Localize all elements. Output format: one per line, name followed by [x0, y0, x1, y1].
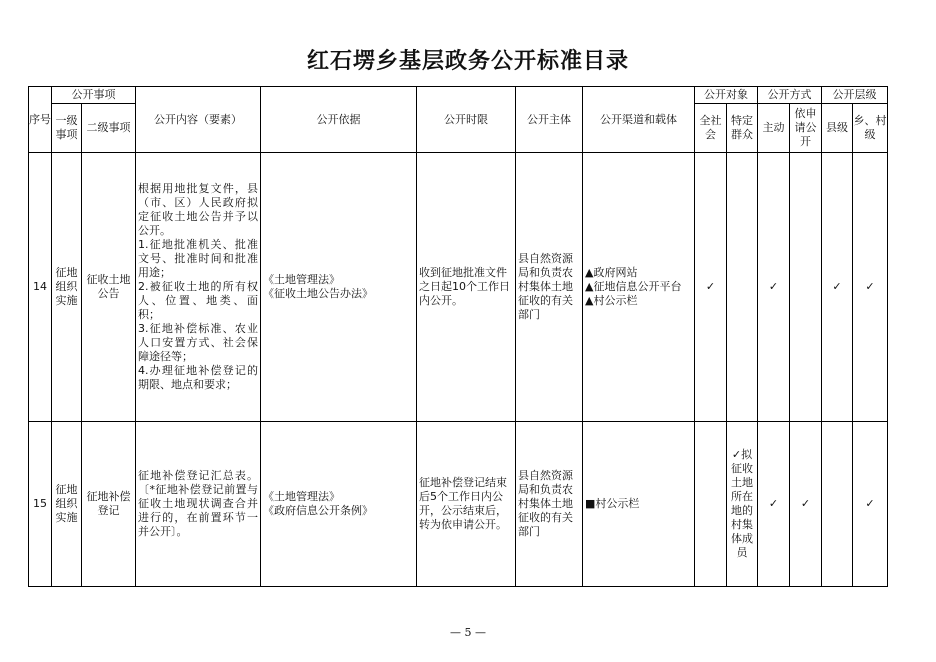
- page-title: 红石塄乡基层政务公开标准目录: [306, 49, 629, 74]
- row-level-county: ✓: [822, 153, 853, 422]
- row-content: [136, 422, 261, 587]
- row-content-text: 根据用地批复文件，县（市、区）人民政府拟定征收土地公告并予以公开。 1.征地批准机关、批准文号、批准时间和批准用途； 2.被征收土地的所有权人、位置、地类、面积； 3.征地补偿标准、农业人口安置方式、社会保障途径等； 4.办理征地补偿登记的期限、地点和要求；: [138, 182, 258, 391]
- header-time: 公开时限: [417, 87, 516, 153]
- row-audience-specific: [727, 153, 758, 422]
- row-subject: 县自然资源局和负责农村集体土地征收的有关部门: [516, 422, 583, 587]
- header-method-request: 依申请公开: [790, 104, 822, 153]
- row-level-county: [822, 422, 853, 587]
- header-level1: 一级事项: [52, 104, 82, 153]
- row-method-active: ✓: [758, 422, 790, 587]
- row-basis: 《土地管理法》 《征收土地公告办法》: [261, 153, 417, 422]
- header-row-1: [29, 87, 888, 104]
- row-content: [136, 153, 261, 422]
- row-level-village: ✓: [853, 153, 888, 422]
- header-channel: 公开渠道和载体: [583, 87, 695, 153]
- header-level-group: 公开层级: [822, 87, 888, 104]
- header-method-active: 主动: [758, 104, 790, 153]
- row-audience-all: [695, 422, 727, 587]
- row-method-active: ✓: [758, 153, 790, 422]
- header-audience-specific: 特定群众: [727, 104, 758, 153]
- header-method-group: 公开方式: [758, 87, 822, 104]
- row-audience-all: ✓: [695, 153, 727, 422]
- header-level2: 二级事项: [82, 104, 136, 153]
- table-row: [29, 153, 888, 422]
- page-number: — 5 —: [450, 626, 486, 639]
- row-level2: 征地补偿登记: [82, 422, 136, 587]
- row-content-text: 征地补偿登记汇总表。〔*征地补偿登记前置与征收土地现状调查合并进行的，在前置环节一并公开〕。: [138, 469, 258, 538]
- row-level1: 征地组织实施: [52, 153, 82, 422]
- row-audience-specific: [727, 422, 758, 587]
- header-audience-all: 全社会: [695, 104, 727, 153]
- header-level-village: 乡、村级: [853, 104, 888, 153]
- header-content: 公开内容（要素）: [136, 87, 261, 153]
- row-subject: 县自然资源局和负责农村集体土地征收的有关部门: [516, 153, 583, 422]
- header-audience-group: 公开对象: [695, 87, 758, 104]
- row-basis: 《土地管理法》 《政府信息公开条例》: [261, 422, 417, 587]
- row-level2: 征收土地公告: [82, 153, 136, 422]
- header-level-county: 县级: [822, 104, 853, 153]
- row-seq: 15: [29, 422, 52, 587]
- header-basis: 公开依据: [261, 87, 417, 153]
- row-seq: 14: [29, 153, 52, 422]
- row-method-request: [790, 153, 822, 422]
- catalog-table: [28, 86, 888, 587]
- row-time: 收到征地批准文件之日起10个工作日内公开。: [417, 153, 516, 422]
- row-method-request: ✓: [790, 422, 822, 587]
- header-seq: 序号: [29, 87, 52, 153]
- row-channel: ■村公示栏: [583, 422, 695, 587]
- row-time: 征地补偿登记结束后5个工作日内公开，公示结束后，转为依申请公开。: [417, 422, 516, 587]
- row-channel: ▲政府网站 ▲征地信息公开平台 ▲村公示栏: [583, 153, 695, 422]
- header-matter-group: 公开事项: [52, 87, 136, 104]
- row-audience-specific-text: ✓拟征收土地所在地的村集体成员: [731, 448, 753, 559]
- header-subject: 公开主体: [516, 87, 583, 153]
- row-level-village: ✓: [853, 422, 888, 587]
- table-row: [29, 422, 888, 587]
- row-level1: 征地组织实施: [52, 422, 82, 587]
